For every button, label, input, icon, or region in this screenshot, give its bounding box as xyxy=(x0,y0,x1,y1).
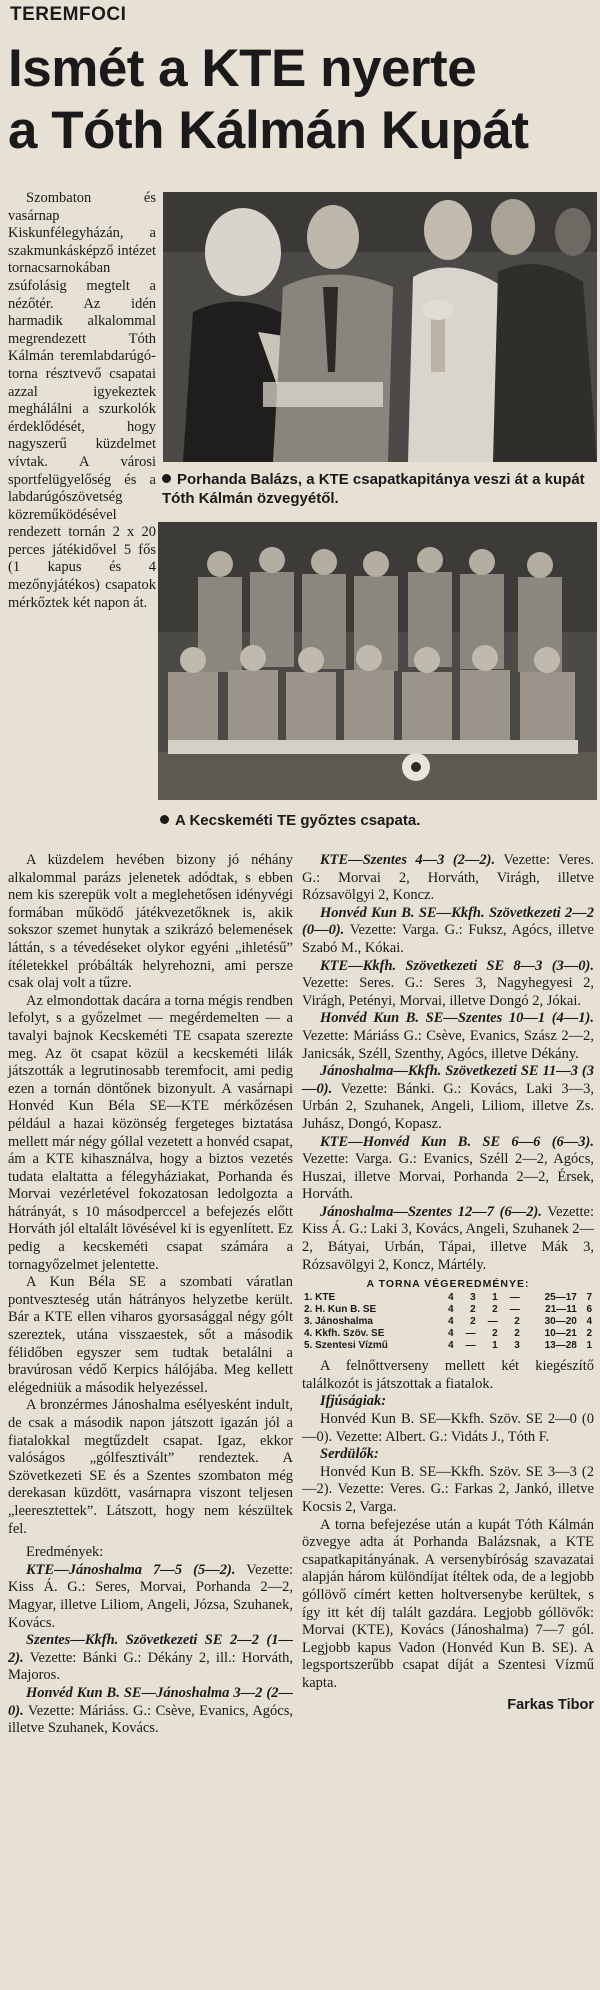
result-entry xyxy=(302,852,594,905)
result-match: Jánoshalma—Szentes 12—7 (6—2). xyxy=(320,1203,542,1220)
standings-row xyxy=(302,1328,594,1340)
standings-cell: 21—11 xyxy=(545,1304,577,1316)
photo2-caption xyxy=(160,811,594,830)
headline-line-1: Ismét a KTE nyerte xyxy=(8,39,477,98)
result-detail: Vezette: Kiss Á. G.: Seres, Morvai, Porhanda 2—2, Magyar, illetve Liliom, Angeli, Józsa, Szuhanek, Kovács. xyxy=(8,1561,293,1631)
youth-result: Honvéd Kun B. SE—Kkfh. Szöv. SE 2—0 (0—0). Vezette: Albert. G.: Vidáts J., Tóth F. xyxy=(302,1411,594,1445)
cadet-result: Honvéd Kun B. SE—Kkfh. Szöv. SE 3—3 (2—2). Vezette: Veres. G.: Farkas 2, Jankó, illetve Kocsis 2, Varga. xyxy=(302,1463,594,1515)
standings-cell: 2 xyxy=(492,1304,498,1316)
results-heading: Eredmények: xyxy=(26,1544,104,1561)
result-detail: Vezette: Seres. G.: Seres 3, Nagyhegyesi 2, Virágh, Petényi, Morvai, illetve Dongó 2, Jókai. xyxy=(302,975,594,1009)
body-paragraph: A Kun Béla SE a szombati váratlan pontveszteség után hátrányos helyzetbe került. Bár a KTE ellen viharos gyorsasággal négy gólt szereztek, utána visszaestek, sőt a második félidőben egyszer sem tudtak betalálni a bravúrosan védő Kerpics hálójába. Meg kellett elégedniük a második helyezéssel. xyxy=(8,1274,293,1396)
standings-cell: — xyxy=(509,1304,520,1316)
result-entry xyxy=(302,958,594,1011)
standings-row xyxy=(302,1316,594,1328)
standings-cell: 25—17 xyxy=(544,1292,577,1304)
cadet-heading: Serdülők: xyxy=(320,1446,379,1463)
standings-cell: 1 xyxy=(492,1340,498,1352)
standings-row xyxy=(302,1292,594,1304)
standings-row xyxy=(302,1340,594,1352)
standings-cell: 2 xyxy=(470,1304,476,1316)
standings-cell: 2 xyxy=(586,1328,592,1340)
youth-heading: Ifjúságiak: xyxy=(320,1393,387,1410)
byline: Farkas Tibor xyxy=(507,1696,594,1713)
standings-row xyxy=(302,1304,594,1316)
standings-team: 4. Kkfh. Szöv. SE xyxy=(304,1328,385,1340)
photo1-caption-text: Porhanda Balázs, a KTE csapatkapitánya veszi át a kupát Tóth Kálmán özvegyétől. xyxy=(162,471,585,507)
standings-team: 2. H. Kun B. SE xyxy=(304,1304,377,1316)
bullet-icon xyxy=(162,474,171,483)
standings-cell: 4 xyxy=(448,1316,454,1328)
standings-cell: 4 xyxy=(448,1340,454,1352)
body-paragraph: Az elmondottak dacára a torna mégis rendben lefolyt, s a győzelmet — megérdemelten — a tavalyi bajnok Kecskeméti TE csapata szerezte meg. Az öt csapat közül a kecskeméti lilák játszották a legrutinosabb teremfocit, ami pedig ezen a tornán döntőnek bizonyult. A vasárnapi Honvéd Kun Béla SE—KTE mérkőzésen például a hazai közönség fergeteges biztatása mellett már négy góllal vezetett a honvéd csapat, ám a KTE kihasználva, hogy a biztos vezetés tudata elaltatta a félegyháziakat, Porhanda és Morvai vezérletével fokozatosan ledolgozta a hátrányát, s 10 másodperccel a befejezés előtt Horváth jól eltalált lövésével ki is egyenlített. Ez pedig a kecskeméti csapat számára a tornagyőzelmet jelentette. xyxy=(8,992,293,1273)
result-detail: Vezette: Kiss Á. G.: Laki 3, Kovács, Angeli, Szuhanek 2—2, Bátyai, Urbán, Tápai, illetve Mák 3, Rózsavölgyi 2, Koncz, Mártély. xyxy=(302,1203,594,1273)
team-photo xyxy=(158,522,597,800)
result-match: Jánoshalma—Kkfh. Szövetkezeti SE 11—3 (3—0). xyxy=(302,1063,594,1097)
result-match: KTE—Jánoshalma 7—5 (5—2). xyxy=(26,1561,236,1578)
standings-cell: 30—20 xyxy=(544,1316,577,1328)
result-detail: Vezette: Varga. G.: Fuksz, Agócs, illetve Szabó M., Kókai. xyxy=(302,922,594,956)
result-entry xyxy=(302,905,594,958)
standings-cell: — xyxy=(487,1316,498,1328)
standings-title: A TORNA VÉGEREDMÉNYE: xyxy=(366,1278,530,1291)
result-match: Honvéd Kun B. SE—Kkfh. Szövetkezeti 2—2 (0—0). xyxy=(302,904,594,939)
bullet-icon xyxy=(160,815,169,824)
standings-cell: 1 xyxy=(586,1340,592,1352)
photo1-caption xyxy=(162,470,596,508)
standings-cell: 3 xyxy=(470,1292,476,1304)
result-detail: Vezette: Máriáss. G.: Csève, Evanics, Agócs, illetve Szuhanek, Kovács. xyxy=(8,1702,293,1737)
result-detail: Vezette: Varga. G.: Evanics, Széll 2—2, Agócs, Huszai, illetve Morvai, Porhanda 2—2, Érsek, Horváth. xyxy=(302,1151,594,1203)
result-detail: Vezette: Máriáss G.: Csève, Evanics, Szász 2—2, Janicsák, Széll, Szenthy, Agócs, illetve Dékány. xyxy=(302,1027,594,1062)
youth-intro: A felnőttverseny mellett két kiegészítő találkozót is játszottak a fiatalok. xyxy=(302,1358,594,1392)
result-match: Szentes—Kkfh. Szövetkezeti SE 2—2 (1—2). xyxy=(8,1632,293,1666)
result-match: KTE—Kkfh. Szövetkezeti SE 8—3 (3—0). xyxy=(320,957,594,974)
standings-cell: 10—21 xyxy=(544,1328,577,1340)
result-detail: Vezette: Bánki. G.: Kovács, Laki 3—3, Urbán 2, Szuhanek, Angeli, Liliom, illetve Zs. Juhász, Dongó, Kopasz. xyxy=(302,1080,594,1132)
body-paragraph: A küzdelem hevében bizony jó néhány alkalommal parázs jelenetek adódtak, s ebben nem kis szerepük volt a meglehetősen idényvégi formában működő játékvezetőknek is, akik sokszor szemet hunytak a szikrázó belemenések láttán, s a tévedéseket olykor egyéni „ihletésű” ítéletekkel próbálták helyrehozni, ami persze csak olaj volt a tűzre. xyxy=(8,852,293,992)
result-match: Honvéd Kun B. SE—Szentes 10—1 (4—1). xyxy=(320,1010,594,1027)
result-match: KTE—Szentes 4—3 (2—2). xyxy=(320,852,496,868)
standings-cell: 2 xyxy=(514,1328,520,1340)
standings-cell: 4 xyxy=(448,1328,454,1340)
result-entry xyxy=(8,1685,293,1738)
standings-cell: 13—28 xyxy=(544,1340,577,1352)
standings-team: 5. Szentesi Vízmű xyxy=(304,1340,388,1352)
standings-cell: 3 xyxy=(514,1340,520,1352)
standings-cell: 7 xyxy=(586,1292,592,1304)
result-match: Honvéd Kun B. SE—Jánoshalma 3—2 (2—0). xyxy=(8,1684,293,1719)
standings-cell: 4 xyxy=(586,1316,592,1328)
result-entry xyxy=(302,1010,594,1063)
standings-cell: — xyxy=(509,1292,520,1304)
standings-cell: — xyxy=(465,1340,476,1352)
standings-cell: 2 xyxy=(492,1328,498,1340)
result-entry xyxy=(8,1562,293,1632)
result-entry xyxy=(8,1632,293,1685)
closing-paragraph: A torna befejezése után a kupát Tóth Kálmán özvegye adta át Porhanda Balázsnak, a KTE csapatkapitányának. A versenybíróság szavazatai alapján három különdíjat ítéltek oda, de a legjobb góllövő címért ketten holtversenybe kerültek, s így itt két díj talált gazdára. Legjobb góllövők: Morvai (KTE), Kovács (Jánoshalma) 7—7 gól. Legjobb kapus Vadon (Honvéd Kun B. SE). A legsportszerűbb csapat díját a Szentesi Vízmű kapta. xyxy=(302,1516,594,1691)
result-match: KTE—Honvéd Kun B. SE 6—6 (6—3). xyxy=(320,1133,594,1150)
result-entry xyxy=(302,1134,594,1204)
section-rubric: TEREMFOCI xyxy=(10,4,127,25)
left-body-column xyxy=(8,852,293,1738)
standings-team: 1. KTE xyxy=(304,1292,336,1304)
result-detail: Vezette: Bánki G.: Dékány 2, ill.: Horváth, Majoros. xyxy=(8,1649,293,1684)
result-entry xyxy=(302,1063,594,1133)
standings-cell: 4 xyxy=(448,1304,454,1316)
standings-cell: 4 xyxy=(448,1292,454,1304)
photo2-caption-text: A Kecskeméti TE győztes csapata. xyxy=(175,812,421,829)
intro-paragraph: Szombaton és vasárnap Kiskunfélegyházán, a szakmunkásképző intézet tornacsarnokában zsúfolásig megtelt a nézőtér. Az idén harmadik alkalommal megrendezett Tóth Kálmán teremlabdarúgó-torna résztvevő csapatai azzal igyekeztek meghálálni a szurkolók érdeklődését, hogy nagyszerű küzdelmet vívtak. A városi sportfelügyelőség és a labdarúgószövetség közreműködésével rendezett tornán 2 x 20 perces játékidővel 5 fős (1 kapus és 4 mezőnyjátékos) csapatok mérkőztek két napon át. xyxy=(8,190,156,611)
standings-cell: 6 xyxy=(586,1304,592,1316)
right-body-column xyxy=(302,852,594,1714)
body-paragraph: A bronzérmes Jánoshalma esélyesként indult, de csak a második napon játszott igazán jól a fiatalokkal megtűzdelt csapat. Igaz, ekkor valóságos „gólfesztivált” rendeztek. A Szövetkezeti SE és a Szentes szombaton még derekasan küzdött, vasárnapra viszont teljesen „leeresztettek”. Látszott, hogy nem készültek fel. xyxy=(8,1397,293,1537)
trophy-handover-photo xyxy=(163,192,597,462)
standings-cell: 2 xyxy=(514,1316,520,1328)
standings-team: 3. Jánoshalma xyxy=(304,1316,373,1328)
intro-column xyxy=(8,190,156,612)
headline-line-2: a Tóth Kálmán Kupát xyxy=(8,101,529,160)
standings-table xyxy=(302,1278,594,1352)
result-entry xyxy=(302,1204,594,1274)
standings-cell: 2 xyxy=(470,1316,476,1328)
standings-cell: 1 xyxy=(492,1292,498,1304)
result-detail: Vezette: Veres. G.: Morvai 2, Horváth, Virágh, illetve Rózsavölgyi 2, Koncz. xyxy=(302,852,594,904)
standings-cell: — xyxy=(465,1328,476,1340)
headline xyxy=(8,38,593,162)
